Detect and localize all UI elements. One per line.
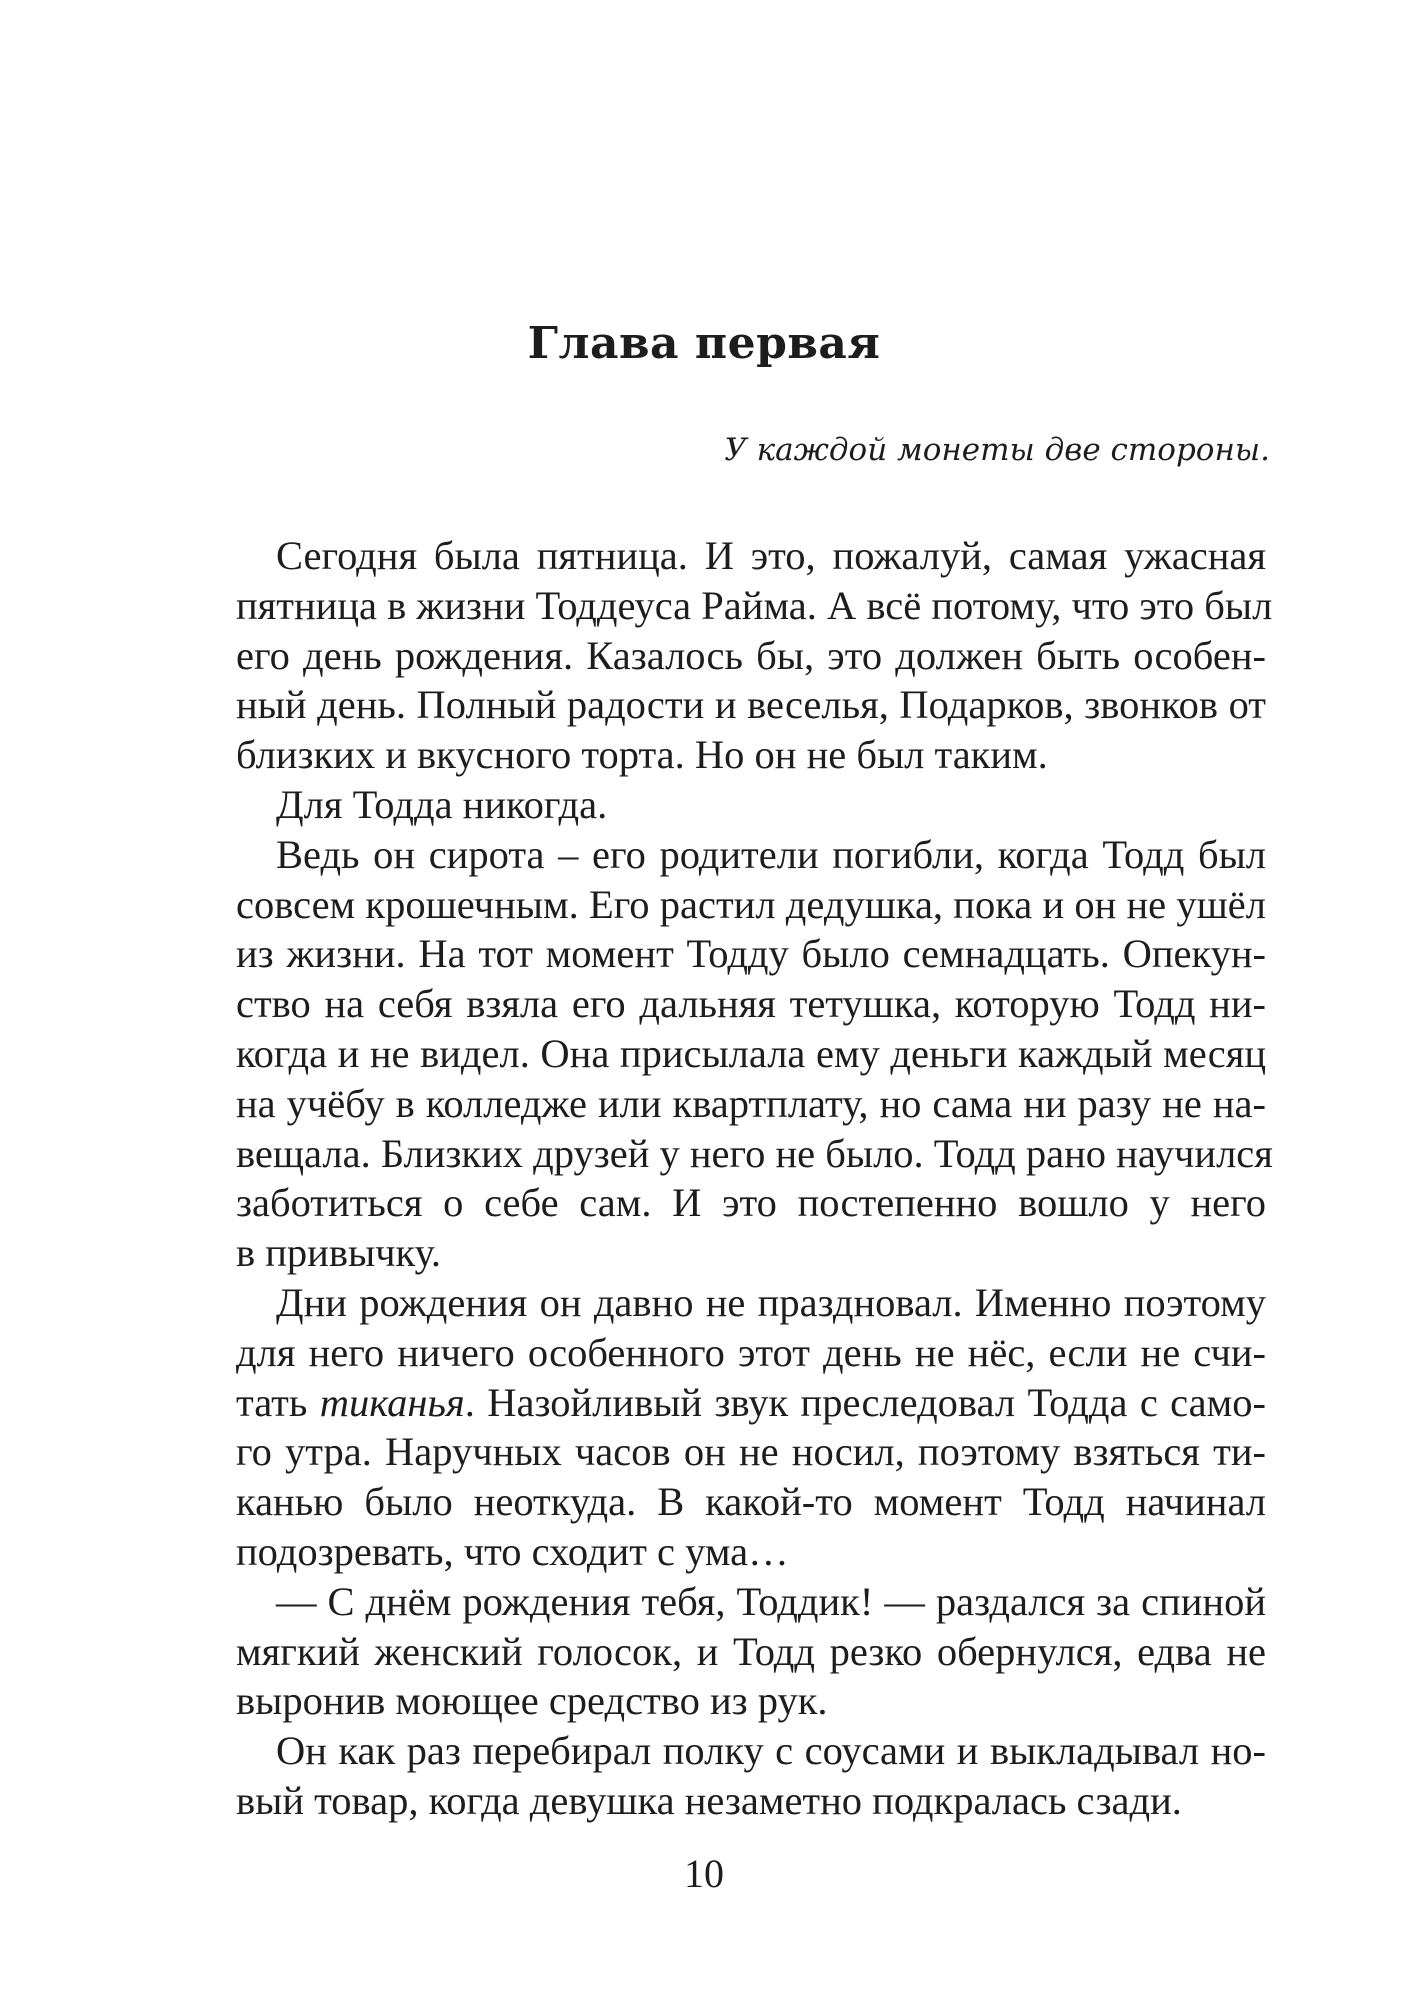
chapter-title: Глава первая <box>527 318 881 369</box>
epigraph: У каждой монеты две стороны. <box>724 432 1270 468</box>
text-line: пятница в жизни Тоддеуса Райма. А всё потому, что это был <box>236 582 1273 628</box>
text-line: выронив моющее средство из рук. <box>236 1678 828 1724</box>
text-line: Дни рождения он давно не праздновал. Именно поэтому <box>276 1279 1266 1325</box>
text-line: Он как раз перебирал полку с соусами и выкладывал но- <box>276 1728 1266 1774</box>
paragraph <box>236 830 1273 1278</box>
paragraph <box>236 1278 1266 1577</box>
text-line: канью было неоткуда. В какой-то момент Тодд начинал <box>236 1479 1266 1525</box>
text-line: — С днём рождения тебя, Тоддик! — раздался за спиной <box>276 1578 1266 1624</box>
italic-word: тиканья <box>319 1379 465 1425</box>
paragraph <box>236 1726 1266 1826</box>
text-line: из жизни. На тот момент Тодду было семнадцать. Опекун- <box>236 931 1266 977</box>
body-text <box>236 531 1273 1826</box>
text-fragment: тать <box>236 1379 320 1425</box>
text-line: мягкий женский голосок, и Тодд резко обернулся, едва не <box>236 1628 1266 1674</box>
text-line: ный день. Полный радости и веселья, Подарков, звонков от <box>236 682 1266 728</box>
text-line: вещала. Близких друзей у него не было. Тодд рано научился <box>236 1130 1273 1176</box>
text-line: близких и вкусного торта. Но он не был таким. <box>236 732 1048 778</box>
paragraph <box>236 1577 1266 1726</box>
text-line: совсем крошечным. Его растил дедушка, пока и он не ушёл <box>236 881 1266 927</box>
text-line: подозревать, что сходит с ума… <box>236 1528 789 1574</box>
text-line: го утра. Наручных часов он не носил, поэтому взяться ти- <box>236 1429 1266 1475</box>
text-line-mixed <box>236 1378 1266 1428</box>
paragraph <box>236 531 1273 780</box>
text-line: вый товар, когда девушка незаметно подкралась сзади. <box>236 1777 1182 1823</box>
paragraph <box>236 780 1266 830</box>
text-fragment: . Назойливый звук преследовал Тодда с само- <box>464 1379 1266 1425</box>
text-line: Ведь он сирота – его родители погибли, когда Тодд был <box>276 831 1266 877</box>
text-line: для него ничего особенного этот день не нёс, если не счи- <box>236 1329 1266 1375</box>
text-line: его день рождения. Казалось бы, это должен быть особен- <box>236 632 1266 678</box>
page-number: 10 <box>684 1851 724 1896</box>
text-line: ство на себя взяла его дальняя тетушка, которую Тодд ни- <box>236 981 1266 1027</box>
text-line: когда и не видел. Она присылала ему деньги каждый месяц <box>236 1030 1266 1076</box>
text-line: на учёбу в колледже или квартплату, но сама ни разу не на- <box>236 1080 1266 1126</box>
text-line: заботиться о себе сам. И это постепенно вошло у него <box>236 1180 1266 1226</box>
text-line: Сегодня была пятница. И это, пожалуй, самая ужасная <box>276 533 1266 578</box>
text-line: Для Тодда никогда. <box>276 781 608 827</box>
text-line: в привычку. <box>236 1230 441 1276</box>
